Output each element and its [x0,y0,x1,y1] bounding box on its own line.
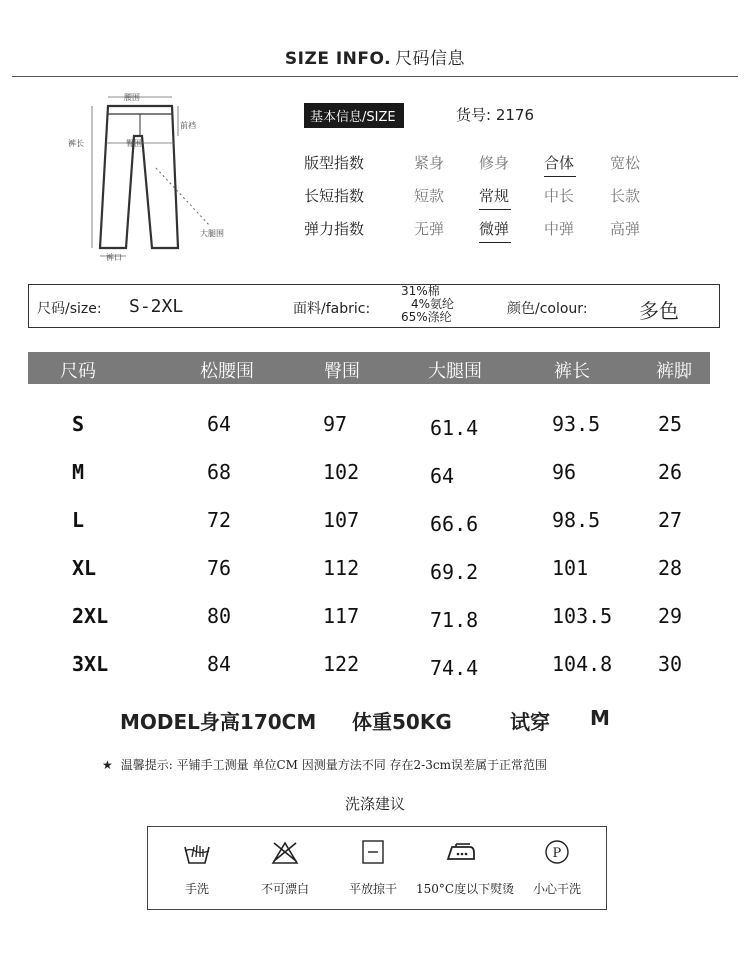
table-cell: 26 [658,460,683,484]
table-cell: 122 [323,652,360,676]
measurement-tip [102,756,547,773]
column-header: 裤脚 [656,361,692,382]
care-label: 小心干洗 [532,882,581,896]
column-header: 臀围 [324,361,360,382]
index-option-selected: 常规 [479,187,510,205]
table-cell: 84 [207,652,232,676]
table-cell: 3XL [72,652,109,676]
table-cell: 29 [658,604,683,628]
fabric-line: 31%棉 [401,284,440,298]
hand-wash-icon [182,839,212,865]
model-tryon-size: M [590,706,610,730]
fabric-line: 65%涤纶 [401,310,452,324]
page-title [0,44,750,69]
index-name: 长短指数 [304,187,365,205]
table-cell: 76 [207,556,232,580]
table-cell: 98.5 [552,508,601,532]
selected-underline [479,209,511,210]
index-option: 中长 [544,187,575,205]
table-cell: 102 [323,460,360,484]
table-cell: 74.4 [430,656,479,680]
index-option-selected: 微弹 [479,220,510,238]
sku: 货号: 2176 [456,106,534,124]
dry-clean-icon [542,839,572,865]
table-cell: 69.2 [430,560,479,584]
colour-value: 多色 [639,299,679,323]
fabric-line: 4%氨纶 [411,297,455,311]
table-cell: S [72,412,85,436]
index-option: 无弹 [414,220,445,238]
label-length: 裤长 [68,139,84,148]
table-cell: 64 [430,464,455,488]
table-cell: 72 [207,508,232,532]
table-cell: M [72,460,85,484]
label-hem: 裤口 [106,253,122,262]
label-hip: 臀围 [126,139,142,148]
table-cell: 93.5 [552,412,601,436]
table-cell: 96 [552,460,577,484]
table-cell: 30 [658,652,683,676]
wash-title: 洗涤建议 [344,795,405,813]
table-cell: 104.8 [552,652,613,676]
index-option: 紧身 [414,154,445,172]
selected-underline [544,176,576,177]
title-divider [12,76,738,77]
size-value: S-2XL [129,296,184,317]
column-header: 裤长 [554,361,590,382]
column-header: 尺码 [60,361,96,382]
index-option: 中弹 [544,220,575,238]
table-cell: 28 [658,556,683,580]
table-cell: 68 [207,460,232,484]
table-cell: 64 [207,412,232,436]
index-name: 版型指数 [304,154,365,172]
table-cell: 61.4 [430,416,479,440]
index-option-selected: 合体 [544,154,575,172]
size-table-header [28,352,710,384]
table-cell: 117 [323,604,360,628]
label-waist: 腰围 [124,93,140,102]
flat-dry-icon [358,839,388,865]
table-cell: 25 [658,412,683,436]
title-cn: 尺码信息 [395,49,466,69]
tip-text: 温馨提示: 平铺手工测量 单位CM 因测量方法不同 存在2-3cm误差属于正常范围 [120,758,547,772]
table-cell: 2XL [72,604,109,628]
pants-diagram [60,88,230,263]
title-en: SIZE INFO. [284,49,392,69]
column-header: 松腰围 [200,361,254,382]
svg-text:P: P [552,846,562,861]
care-label: 手洗 [184,882,209,896]
colour-label: 颜色/colour: [507,301,588,317]
table-cell: 27 [658,508,683,532]
iron-icon [446,839,476,865]
index-option: 高弹 [610,220,641,238]
table-cell: 80 [207,604,232,628]
model-tryon: 试穿 [510,710,550,734]
selected-underline [479,242,511,243]
table-cell: XL [72,556,97,580]
index-option: 宽松 [610,154,641,172]
table-cell: 66.6 [430,512,479,536]
column-header: 大腿围 [428,361,482,382]
basic-info-label: 基本信息/SIZE [304,103,404,128]
care-box [147,826,607,910]
fabric-label: 面料/fabric: [293,301,371,317]
table-cell: 97 [323,412,348,436]
model-height: MODEL身高170CM [120,710,317,734]
star-icon: ★ [102,758,113,772]
table-cell: 107 [323,508,360,532]
label-thigh: 大腿围 [200,229,224,238]
no-bleach-icon [270,839,300,865]
care-label: 平放掠干 [348,882,397,896]
care-label: 不可漂白 [260,882,309,896]
model-weight: 体重50KG [352,710,452,734]
size-label: 尺码/size: [37,301,102,317]
index-option: 长款 [610,187,641,205]
label-front-rise: 前裆 [180,121,196,130]
table-cell: 103.5 [552,604,613,628]
table-cell: 101 [552,556,589,580]
index-option: 短款 [414,187,445,205]
table-cell: 71.8 [430,608,479,632]
table-cell: L [72,508,85,532]
index-name: 弹力指数 [304,220,365,238]
size-info-bar [28,284,720,328]
care-label: 150°C度以下熨烫 [416,882,515,896]
table-cell: 112 [323,556,360,580]
index-option: 修身 [479,154,510,172]
